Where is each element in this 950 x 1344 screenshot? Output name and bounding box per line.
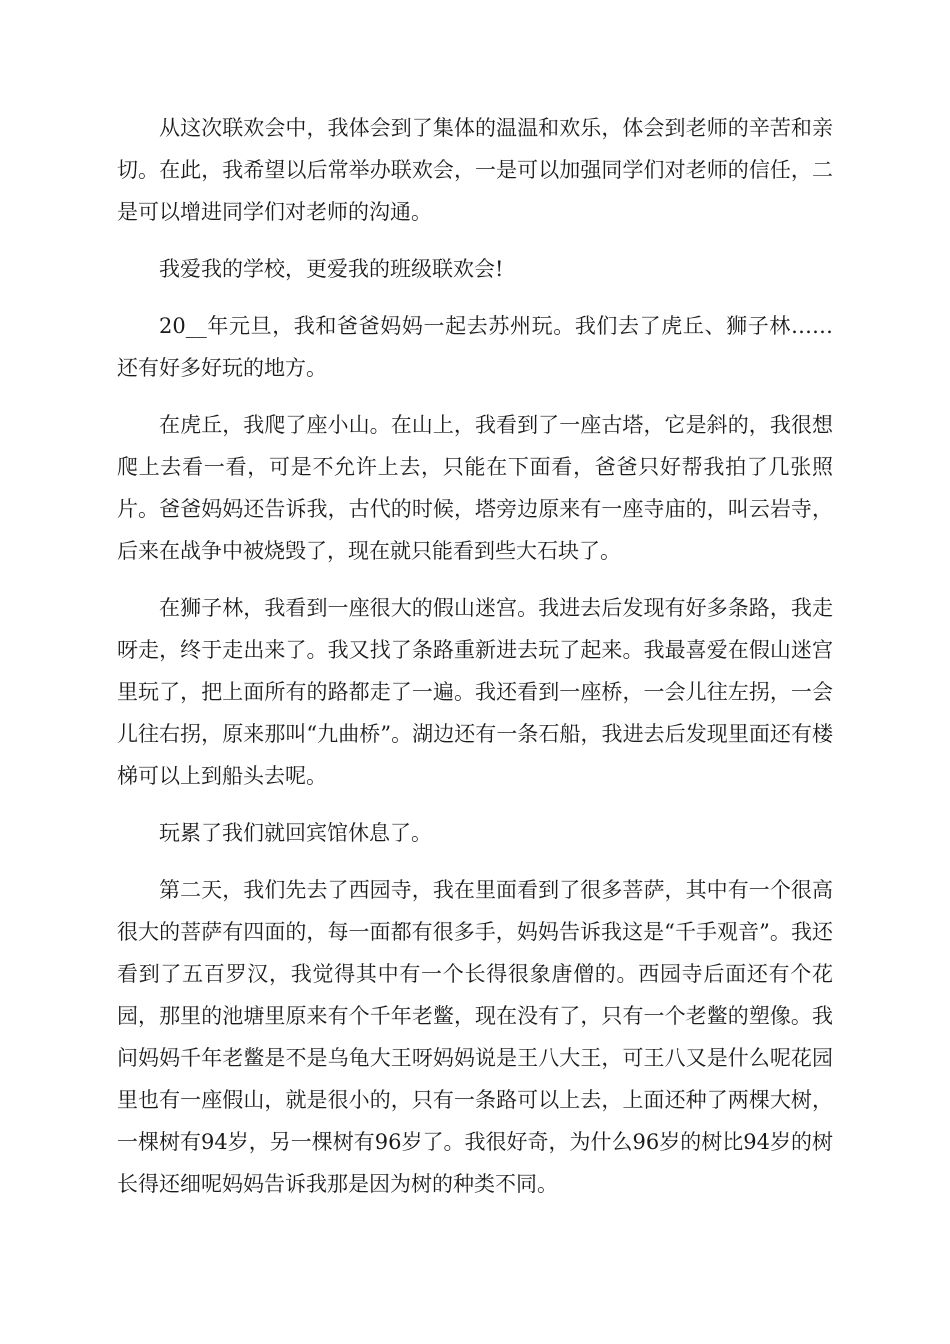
paragraph-love-school: 我爱我的学校，更爱我的班级联欢会!: [159, 257, 504, 281]
paragraph-lion-grove: 在狮子林，我看到一座很大的假山迷宫。我进去后发现有好多条路，我走呀走，终于走出来了。我又找了条路重新进去玩了起来。我最喜爱在假山迷宫里玩了，把上面所有的路都走了一遍。我还看到一座桥，一会儿往左拐，一会儿往右拐，原来那叫“九曲桥”。湖边还有一条石船，我进去后发现里面还有楼梯可以上到船头去呢。: [117, 596, 833, 788]
paragraph-party-reflection: 从这次联欢会中，我体会到了集体的温温和欢乐，体会到老师的辛苦和亲切。在此，我希望以后常举办联欢会，一是可以加强同学们对老师的信任，二是可以增进同学们对老师的沟通。: [117, 116, 833, 224]
paragraph-tiger-hill: 在虎丘，我爬了座小山。在山上，我看到了一座古塔，它是斜的，我很想爬上去看一看，可是不允许上去，只能在下面看，爸爸只好帮我拍了几张照片。爸爸妈妈还告诉我，古代的时候，塔旁边原来有一座寺庙的，叫云岩寺，后来在战争中被烧毁了，现在就只能看到些大石块了。: [117, 413, 833, 563]
paragraph-west-garden-temple: 第二天，我们先去了西园寺，我在里面看到了很多菩萨，其中有一个很高很大的菩萨有四面的，每一面都有很多手，妈妈告诉我这是“千手观音”。我还看到了五百罗汉，我觉得其中有一个长得很象唐僧的。西园寺后面还有个花园，那里的池塘里原来有个千年老鳖，现在没有了，只有一个老鳖的塑像。我问妈妈千年老鳖是不是乌龟大王呀妈妈说是王八大王，可王八又是什么呢花园里也有一座假山，就是很小的，只有一条路可以上去，上面还种了两棵大树，一棵树有94岁，另一棵树有96岁了。我很好奇，为什么96岁的树比94岁的树长得还细呢妈妈告诉我那是因为树的种类不同。: [117, 878, 833, 1196]
document-body: [117, 107, 833, 1220]
paragraph-rest-hotel: 玩累了我们就回宾馆休息了。: [159, 821, 432, 845]
paragraph-suzhou-trip: 20__年元旦，我和爸爸妈妈一起去苏州玩。我们去了虎丘、狮子林……还有好多好玩的地方。: [117, 314, 833, 380]
